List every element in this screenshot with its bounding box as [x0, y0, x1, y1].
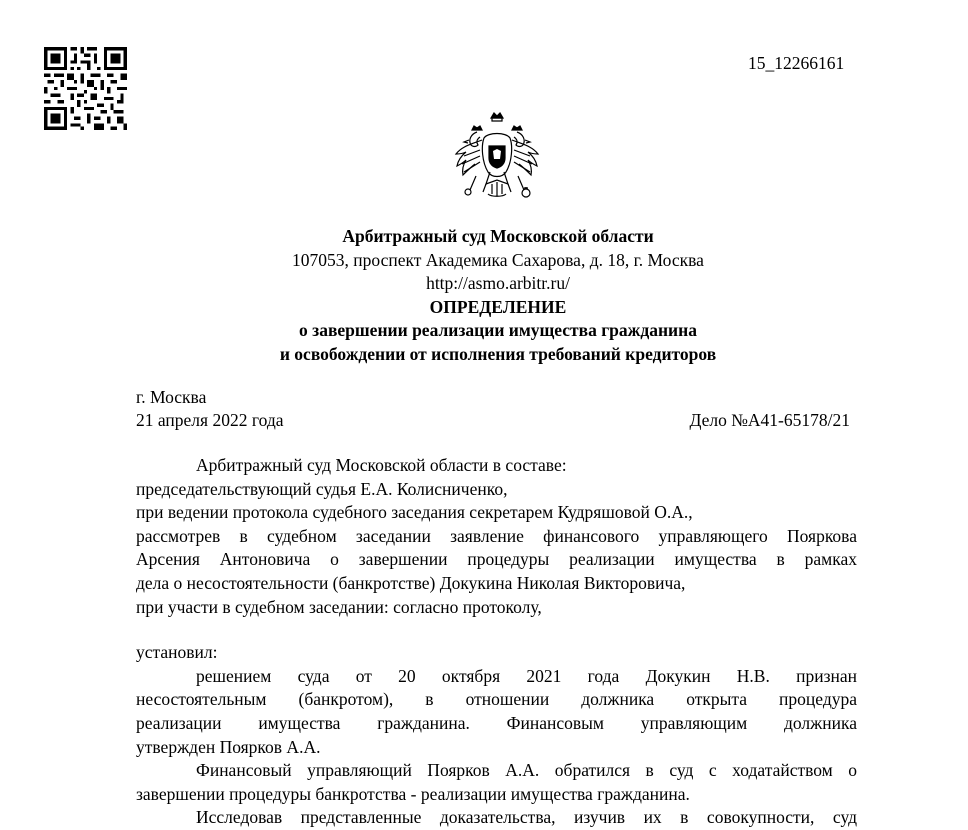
court-header [0, 225, 968, 367]
body-line: Арсения Антоновича о завершении процедуры реализации имущества в рамках [136, 549, 857, 570]
date-row [136, 409, 850, 432]
body-line: завершении процедуры банкротства - реализации имущества гражданина. [136, 783, 690, 804]
city: г. Москва [136, 387, 207, 407]
document-number: 15_12266161 [748, 53, 845, 73]
court-name: Арбитражный суд Московской области [342, 226, 654, 246]
body-line: Финансовый управляющий Поярков А.А. обратился в суд с ходатайством о [196, 760, 857, 781]
document-type-title: ОПРЕДЕЛЕНИЕ [429, 296, 567, 317]
document-body [136, 454, 857, 830]
body-line: реализации имущества гражданина. Финансовым управляющим должника [136, 712, 857, 733]
body-line: несостоятельным (банкротом), в отношении должника открыта процедура [136, 689, 857, 710]
document-subtitle-line-2: и освобождении от исполнения требований кредиторов [279, 343, 717, 364]
qr-code-icon [44, 47, 127, 130]
court-address: 107053, проспект Академика Сахарова, д. 18, г. Москва [292, 249, 704, 270]
decision-date: 21 апреля 2022 года [136, 410, 284, 430]
coat-of-arms-icon [452, 110, 542, 202]
document-subtitle-line-1: о завершении реализации имущества гражданина [299, 320, 697, 341]
body-line: рассмотрев в судебном заседании заявление финансового управляющего Пояркова [136, 525, 857, 546]
court-url: http://asmo.arbitr.ru/ [426, 273, 570, 294]
body-line: председательствующий судья Е.А. Колисниченко, [136, 478, 508, 499]
established-heading: установил: [136, 642, 218, 663]
case-number: Дело №А41-65178/21 [689, 410, 850, 430]
body-line: Исследовав представленные доказательства, изучив их в совокупности, суд [196, 807, 857, 828]
body-line: дела о несостоятельности (банкротстве) Докукина Николая Викторовича, [136, 572, 686, 593]
body-line: решением суда от 20 октября 2021 года Докукин Н.В. признан [196, 665, 857, 686]
body-line: при участи в судебном заседании: согласно протоколу, [136, 596, 542, 617]
body-line: Арбитражный суд Московской области в составе: [196, 455, 567, 475]
body-line: при ведении протокола судебного заседания секретарем Кудряшовой О.А., [136, 502, 693, 523]
body-line: утвержден Поярков А.А. [136, 736, 321, 757]
